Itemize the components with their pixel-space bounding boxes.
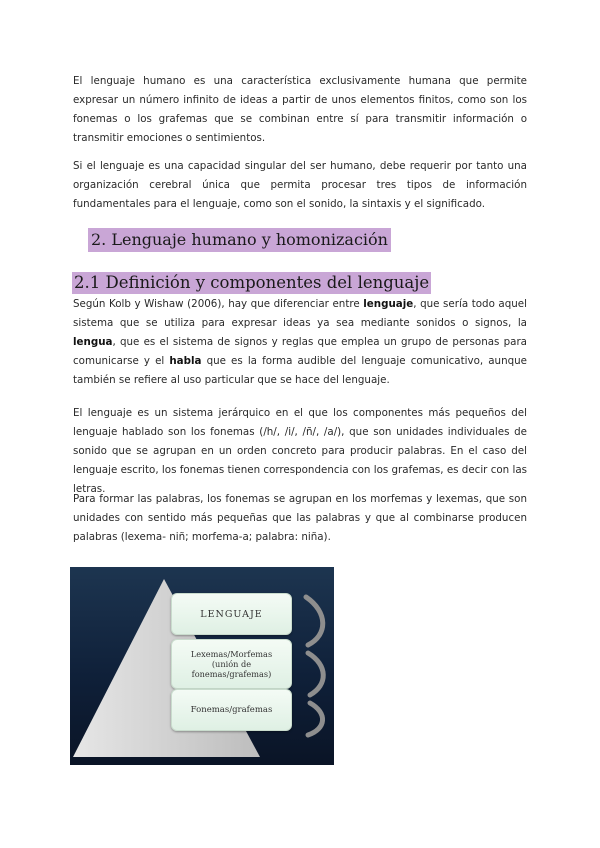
box-mid-line1: Lexemas/Morfemas [190,649,273,659]
box-bot-label: Fonemas/grafemas [190,705,273,715]
term-lenguaje: lenguaje [363,298,414,310]
text-segment: que es la forma audible del lenguaje comunicativo, aunque también se refiere al uso particular que se hace del lenguaje. [73,355,527,386]
box-mid-line3: fonemas/grafemas) [191,669,272,679]
curved-arrow-icon [308,653,323,695]
language-pyramid-diagram [70,567,334,765]
term-habla: habla [169,355,202,367]
section-heading-2: 2. Lenguaje humano y homonización [88,228,391,252]
subsection-heading-2-1: 2.1 Definición y componentes del lenguaje [74,273,430,292]
text-segment: , que es el sistema de signos y reglas que emplea un grupo de personas para comunicarse y el [73,336,527,367]
box-fonemas-grafemas [171,689,292,731]
paragraph-hierarchy: El lenguaje es un sistema jerárquico en el que los componentes más pequeños del lenguaje hablado son los fonemas (/h/, /i/, /ñ/, /a/), que son unidades individuales de sonido que se agrupan en un orden concreto para producir palabras. En el caso del lenguaje escrito, los fonemas tienen correspondencia con los grafemas, es decir con las letras. [73,407,527,495]
text-segment: Según Kolb y Wishaw (2006), hay que diferenciar entre [73,298,364,310]
paragraph-morphemes: Para formar las palabras, los fonemas se agrupan en los morfemas y lexemas, que son unidades con sentido más pequeñas que las palabras y que al combinarse producen palabras (lexema- niñ; morfema-a; palabra: niña). [73,493,527,543]
curved-arrow-icon [308,703,323,735]
paragraph-intro: El lenguaje humano es una característica exclusivamente humana que permite expresar un número infinito de ideas a partir de unos elementos finitos, como son los fonemas o los grafemas que se combinan entre sí para transmitir información o transmitir emociones o sentimientos. [73,75,527,144]
term-lengua: lengua [73,336,113,348]
box-mid-line2: (unión de [211,659,252,669]
box-lexemas-morfemas [171,639,292,689]
paragraph-brain-organization: Si el lenguaje es una capacidad singular del ser humano, debe requerir por tanto una organización cerebral única que permita procesar tres tipos de información fundamentales para el lenguaje, como son el sonido, la sintaxis y el significado. [73,160,527,210]
text-segment: , que sería todo aquel sistema que se utiliza para expresar ideas ya sea mediante sonidos o signos, la [73,298,527,329]
box-lenguaje [171,593,292,635]
paragraph-definitions [73,295,527,390]
box-lenguaje-label: LENGUAJE [200,608,263,620]
curved-arrow-icon [306,597,323,645]
